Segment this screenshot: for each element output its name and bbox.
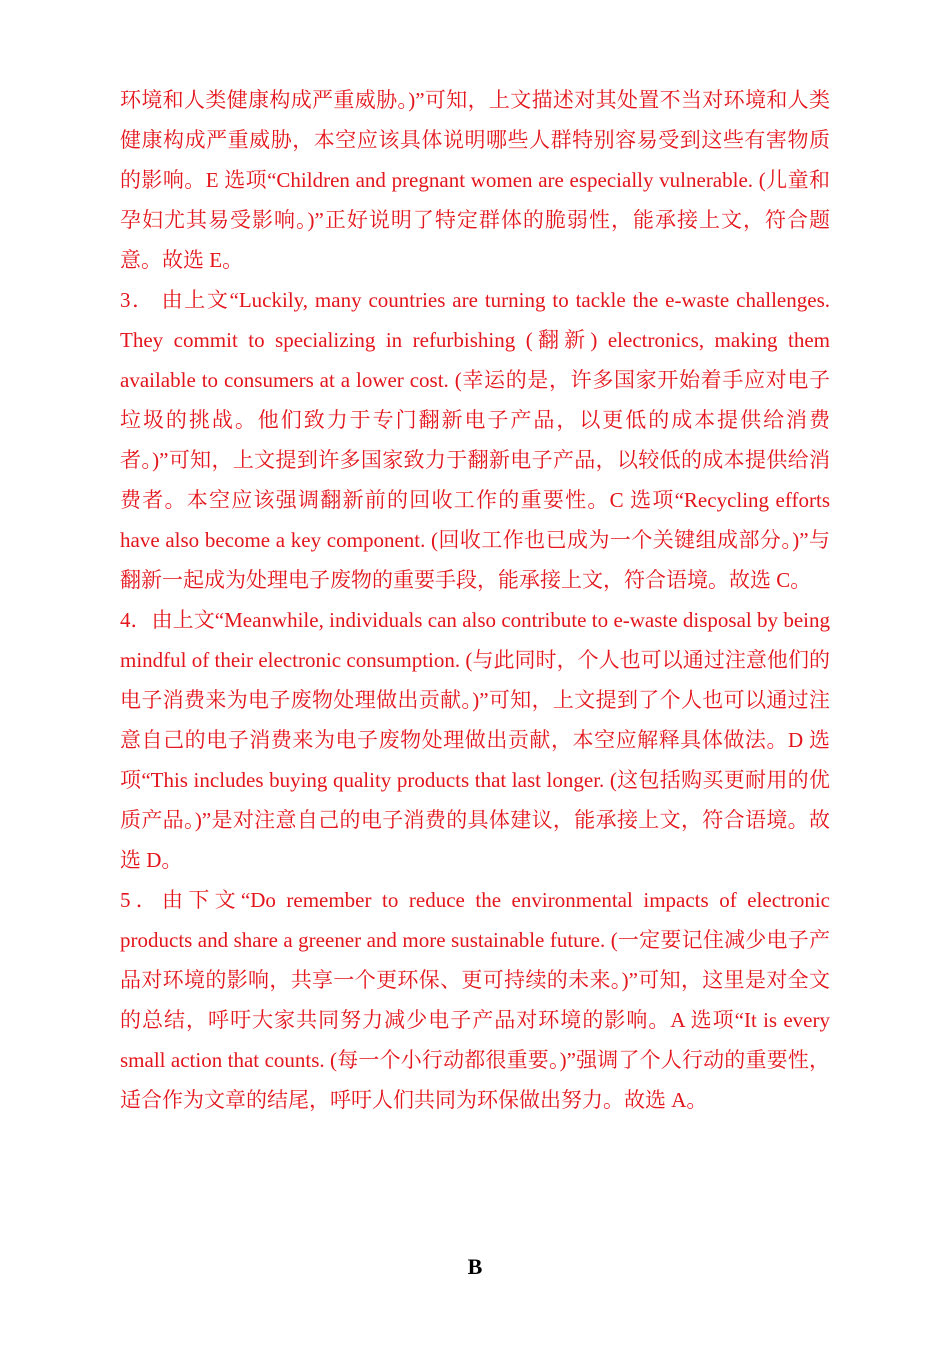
section-heading-b: B [467, 1254, 483, 1279]
paragraph-item-4: 4．由上文“Meanwhile, individuals can also contribute to e-waste disposal by being mindful of their electronic consumption. (与此同时，个人也可以通过注意他们的电子消费来为电子废物处理做出贡献。)”可知，上文提到了个人也可以通过注意自己的电子消费来为电子废物处理做出贡献，本空应解释具体做法。D 选项“This includes buying quality products that last longer. (这包括购买更耐用的优质产品。)”是对注意自己的电子消费的具体建议，能承接上文，符合语境。故选 D。 [120, 608, 830, 872]
answer-explanation-body [120, 80, 830, 1120]
paragraph-item-2-continued: 环境和人类健康构成严重威胁。)”可知，上文描述对其处置不当对环境和人类健康构成严重威胁，本空应该具体说明哪些人群特别容易受到这些有害物质的影响。E 选项“Children and pregnant women are especially vulnerable. (儿童和孕妇尤其易受影响。)”正好说明了特定群体的脆弱性，能承接上文，符合题意。故选 E。 [120, 88, 830, 272]
paragraph-item-3: 3． 由上文“Luckily, many countries are turning to tackle the e-waste challenges. They commit to specializing in refurbishing (翻新) electronics, making them available to consumers at a lower cost. (幸运的是，许多国家开始着手应对电子垃圾的挑战。他们致力于专门翻新电子产品，以更低的成本提供给消费者。)”可知，上文提到许多国家致力于翻新电子产品，以较低的成本提供给消费者。本空应该强调翻新前的回收工作的重要性。C 选项“Recycling efforts have also become a key component. (回收工作也已成为一个关键组成部分。)”与翻新一起成为处理电子废物的重要手段，能承接上文，符合语境。故选 C。 [120, 288, 830, 592]
paragraph-item-5: 5．由下文“Do remember to reduce the environmental impacts of electronic products and share a greener and more sustainable future. (一定要记住减少电子产品对环境的影响，共享一个更环保、更可持续的未来。)”可知，这里是对全文的总结，呼吁大家共同努力减少电子产品对环境的影响。A 选项“It is every small action that counts. (每一个小行动都很重要。)”强调了个人行动的重要性，适合作为文章的结尾，呼吁人们共同为环保做出努力。故选 A。 [120, 888, 830, 1112]
